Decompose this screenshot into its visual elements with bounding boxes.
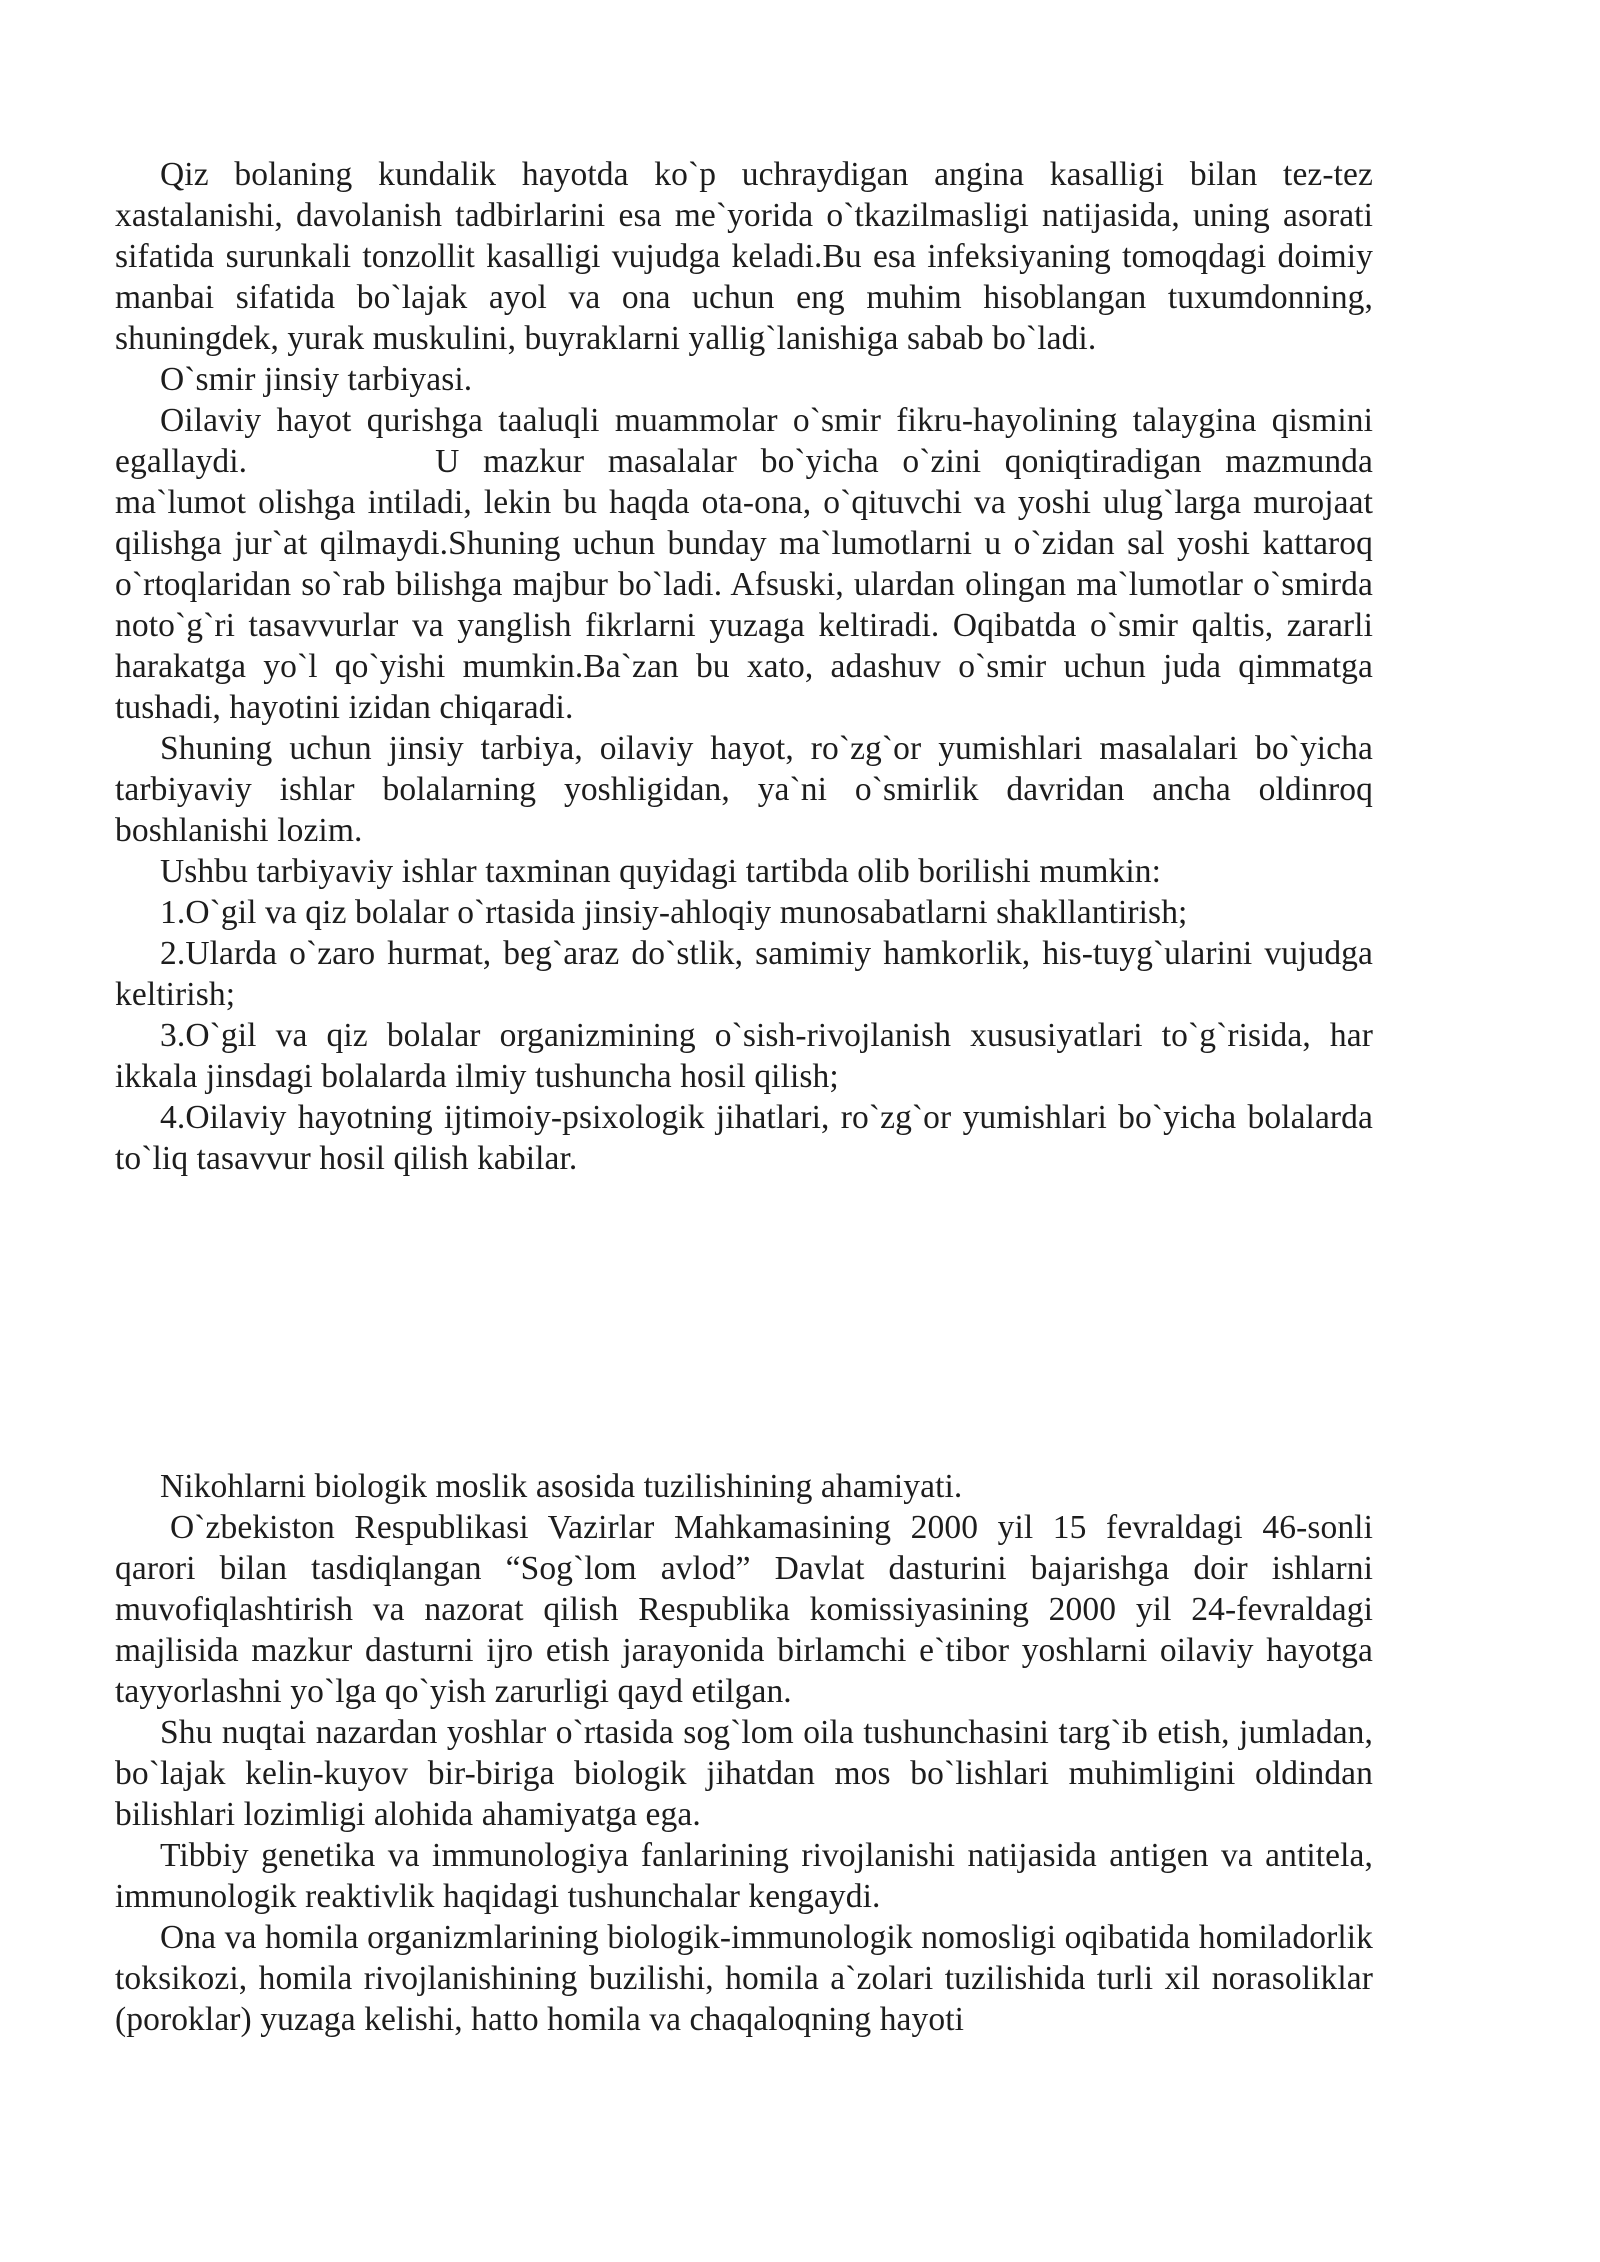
- paragraph-family-life-rest: U mazkur masalalar bo`yicha o`zini qoniqtiradigan mazmunda ma`lumot olishga intiladi, lekin bu haqda ota-ona, o`qituvchi va yoshi ulug`larga murojaat qilishga jur`at qilmaydi.Shuning uchun bunday ma`lumotlarni u o`zidan sal yoshi kattaroq o`rtoqlaridan so`rab bilishga majbur bo`ladi. Afsuski, ulardan olingan ma`lumotlar o`smirda noto`g`ri tasavvurlar va yanglish fikrlarni yuzaga keltiradi. Oqibatda o`smir qaltis, zararli harakatga yo`l qo`yishi mumkin.Ba`zan bu xato, adashuv o`smir uchun juda qimmatga tushadi, hayotini izidan chiqaradi.: [115, 443, 1373, 726]
- paragraph-incompatibility: Ona va homila organizmlarining biologik-immunologik nomosligi oqibatida homiladorlik toksikozi, homila rivojlanishining buzilishi, homila a`zolari tuzilishida turli xil norasoliklar (poroklar) yuzaga kelishi, hatto homila va chaqaloqning hayoti: [115, 1919, 1373, 2038]
- list-item-4: 4.Oilaviy hayotning ijtimoiy-psixologik jihatlari, ro`zg`or yumishlari bo`yicha bolalarda to`liq tasavvur hosil qilish kabilar.: [115, 1099, 1373, 1177]
- paragraph-angina: Qiz bolaning kundalik hayotda ko`p uchraydigan angina kasalligi bilan tez-tez xastalanishi, davolanish tadbirlarini esa me`yorida o`tkazilmasligi natijasida, uning asorati sifatida surunkali tonzollit kasalligi vujudga keladi.Bu esa infeksiyaning tomoqdagi doimiy manbai sifatida bo`lajak ayol va ona uchun eng muhim hisoblangan tuxumdonning, shuningdek, yurak muskulini, buyraklarni yallig`lanishiga sabab bo`ladi.: [115, 156, 1373, 357]
- paragraph-family-life: [115, 400, 1373, 728]
- list-item-1: 1.O`gil va qiz bolalar o`rtasida jinsiy-ahloqiy munosabatlarni shakllantirish;: [160, 894, 1188, 931]
- section-1: [115, 154, 1373, 1179]
- paragraph-healthy-family: Shu nuqtai nazardan yoshlar o`rtasida sog`lom oila tushunchasini targ`ib etish, jumladan, bo`lajak kelin-kuyov bir-biriga biologik jihatdan mos bo`lishlari muhimligini oldindan bilishlari lozimligi alohida ahamiyatga ega.: [115, 1714, 1373, 1833]
- section-2: [115, 1466, 1373, 2040]
- paragraph-genetics: Tibbiy genetika va immunologiya fanlarining rivojlanishi natijasida antigen va antitela, immunologik reaktivlik haqidagi tushunchalar kengaydi.: [115, 1837, 1373, 1915]
- paragraph-family-life-start: Oilaviy hayot qurishga taaluqli muammolar o`smir fikru-hayolining talaygina qismini egallaydi.: [115, 402, 1373, 480]
- list-item-2: 2.Ularda o`zaro hurmat, beg`araz do`stlik, samimiy hamkorlik, his-tuyg`ularini vujudga keltirish;: [115, 935, 1373, 1013]
- paragraph-order-intro: Ushbu tarbiyaviy ishlar taxminan quyidagi tartibda olib borilishi mumkin:: [160, 853, 1161, 890]
- paragraph-early-education: Shuning uchun jinsiy tarbiya, oilaviy hayot, ro`zg`or yumishlari masalalari bo`yicha tarbiyaviy ishlar bolalarning yoshligidan, ya`ni o`smirlik davridan ancha oldinroq boshlanishi lozim.: [115, 730, 1373, 849]
- list-item-3: 3.O`gil va qiz bolalar organizmining o`sish-rivojlanish xususiyatlari to`g`risida, har ikkala jinsdagi bolalarda ilmiy tushuncha hosil qilish;: [115, 1017, 1373, 1095]
- paragraph-healthy-generation-program: O`zbekiston Respublikasi Vazirlar Mahkamasining 2000 yil 15 fevraldagi 46-sonli qarori bilan tasdiqlangan “Sog`lom avlod” Davlat dasturini bajarishga doir ishlarni muvofiqlashtirish va nazorat qilish Respublika komissiyasining 2000 yil 24-fevraldagi majlisida mazkur dasturni ijro etish jarayonida birlamchi e`tibor yoshlarni oilaviy hayotga tayyorlashni yo`lga qo`yish zarurligi qayd etilgan.: [115, 1509, 1373, 1710]
- section-heading-teen-education: O`smir jinsiy tarbiyasi.: [160, 361, 473, 398]
- section-heading-biological-compatibility: Nikohlarni biologik moslik asosida tuzilishining ahamiyati.: [160, 1468, 963, 1505]
